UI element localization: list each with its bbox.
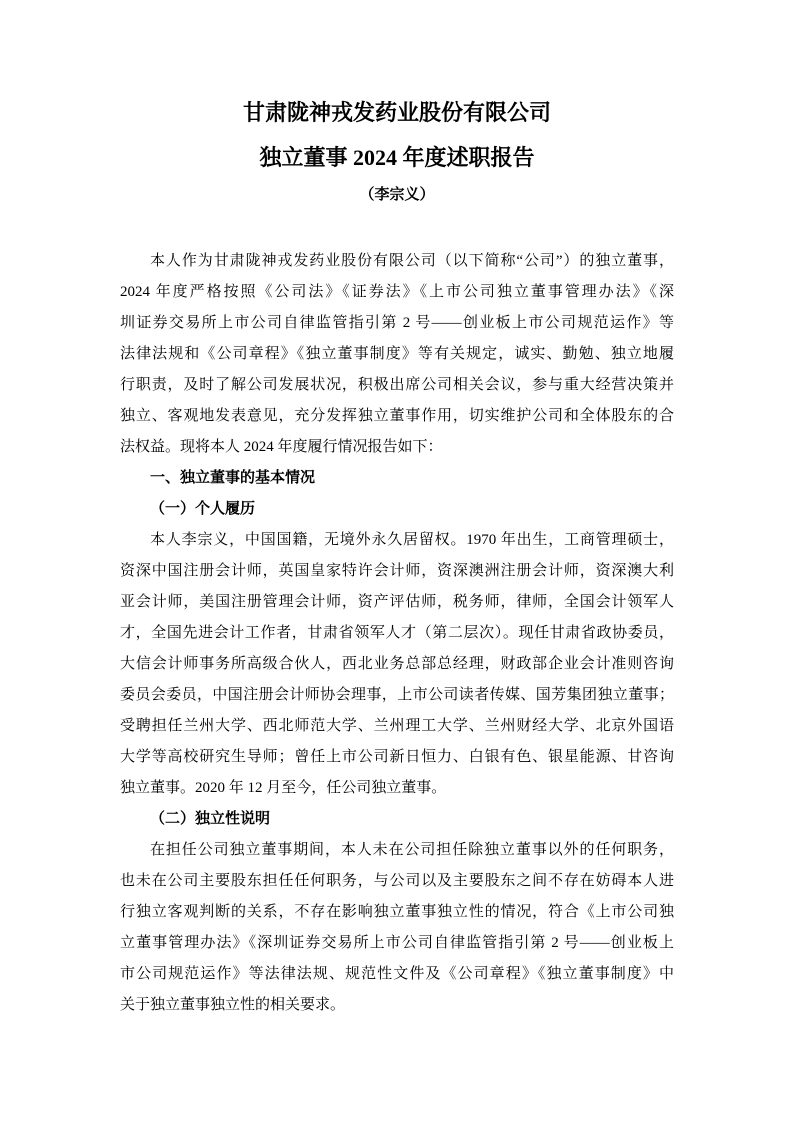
paragraph-line: 独立、客观地发表意见，充分发挥独立董事作用，切实维护公司和全体股东的合 <box>120 408 674 424</box>
paragraph-line: 行独立客观判断的关系，不存在影响独立董事独立性的情况，符合《上市公司独 <box>120 904 674 920</box>
paragraph-line: 市公司规范运作》等法律法规、规范性文件及《公司章程》《独立董事制度》中 <box>120 966 674 982</box>
paragraph-line: 本人作为甘肃陇神戎发药业股份有限公司（以下简称“公司”）的独立董事， <box>150 253 674 269</box>
paragraph-line: 在担任公司独立董事期间，本人未在公司担任除独立董事以外的任何职务， <box>150 842 674 858</box>
document-title-line-2: 独立董事 2024 年度述职报告 <box>259 145 535 170</box>
section-heading: 一、独立董事的基本情况 <box>150 470 316 486</box>
paragraph-line: 关于独立董事独立性的相关要求。 <box>120 997 346 1013</box>
paragraph-line: 本人李宗义，中国国籍，无境外永久居留权。1970 年出生，工商管理硕士， <box>150 532 674 548</box>
document-author: （李宗义） <box>359 187 435 203</box>
paragraph-line: 2024 年度严格按照《公司法》《证券法》《上市公司独立董事管理办法》《深 <box>120 284 674 300</box>
paragraph-line: 大信会计师事务所高级合伙人，西北业务总部总经理，财政部企业会计准则咨询 <box>120 656 674 672</box>
paragraph-line: 立董事管理办法》《深圳证券交易所上市公司自律监管指引第 2 号——创业板上 <box>120 935 674 951</box>
paragraph-line: 资深中国注册会计师，英国皇家特许会计师，资深澳洲注册会计师，资深澳大利 <box>120 563 674 579</box>
section-heading: （一）个人履历 <box>150 501 256 517</box>
section-heading: （二）独立性说明 <box>150 811 271 827</box>
paragraph-line: 才，全国先进会计工作者，甘肃省领军人才（第二层次）。现任甘肃省政协委员， <box>120 625 674 641</box>
paragraph-line: 独立董事。2020 年 12 月至今，任公司独立董事。 <box>120 780 447 796</box>
paragraph-line: 受聘担任兰州大学、西北师范大学、兰州理工大学、兰州财经大学、北京外国语 <box>120 718 674 734</box>
paragraph-line: 委员会委员，中国注册会计师协会理事，上市公司读者传媒、国芳集团独立董事； <box>120 687 674 703</box>
paragraph-line: 法权益。现将本人 2024 年度履行情况报告如下： <box>120 439 443 455</box>
paragraph-line: 圳证券交易所上市公司自律监管指引第 2 号——创业板上市公司规范运作》等 <box>120 315 674 331</box>
paragraph-line: 法律法规和《公司章程》《独立董事制度》等有关规定，诚实、勤勉、独立地履 <box>120 346 674 362</box>
paragraph-line: 行职责，及时了解公司发展状况，积极出席公司相关会议，参与重大经营决策并 <box>120 377 674 393</box>
document-title-line-1: 甘肃陇神戎发药业股份有限公司 <box>242 100 551 125</box>
document-body <box>120 246 674 1021</box>
paragraph-line: 也未在公司主要股东担任任何职务，与公司以及主要股东之间不存在妨碍本人进 <box>120 873 674 889</box>
paragraph-line: 亚会计师，美国注册管理会计师，资产评估师，税务师，律师，全国会计领军人 <box>120 594 674 610</box>
paragraph-line: 大学等高校研究生导师；曾任上市公司新日恒力、白银有色、银星能源、甘咨询 <box>120 749 674 765</box>
